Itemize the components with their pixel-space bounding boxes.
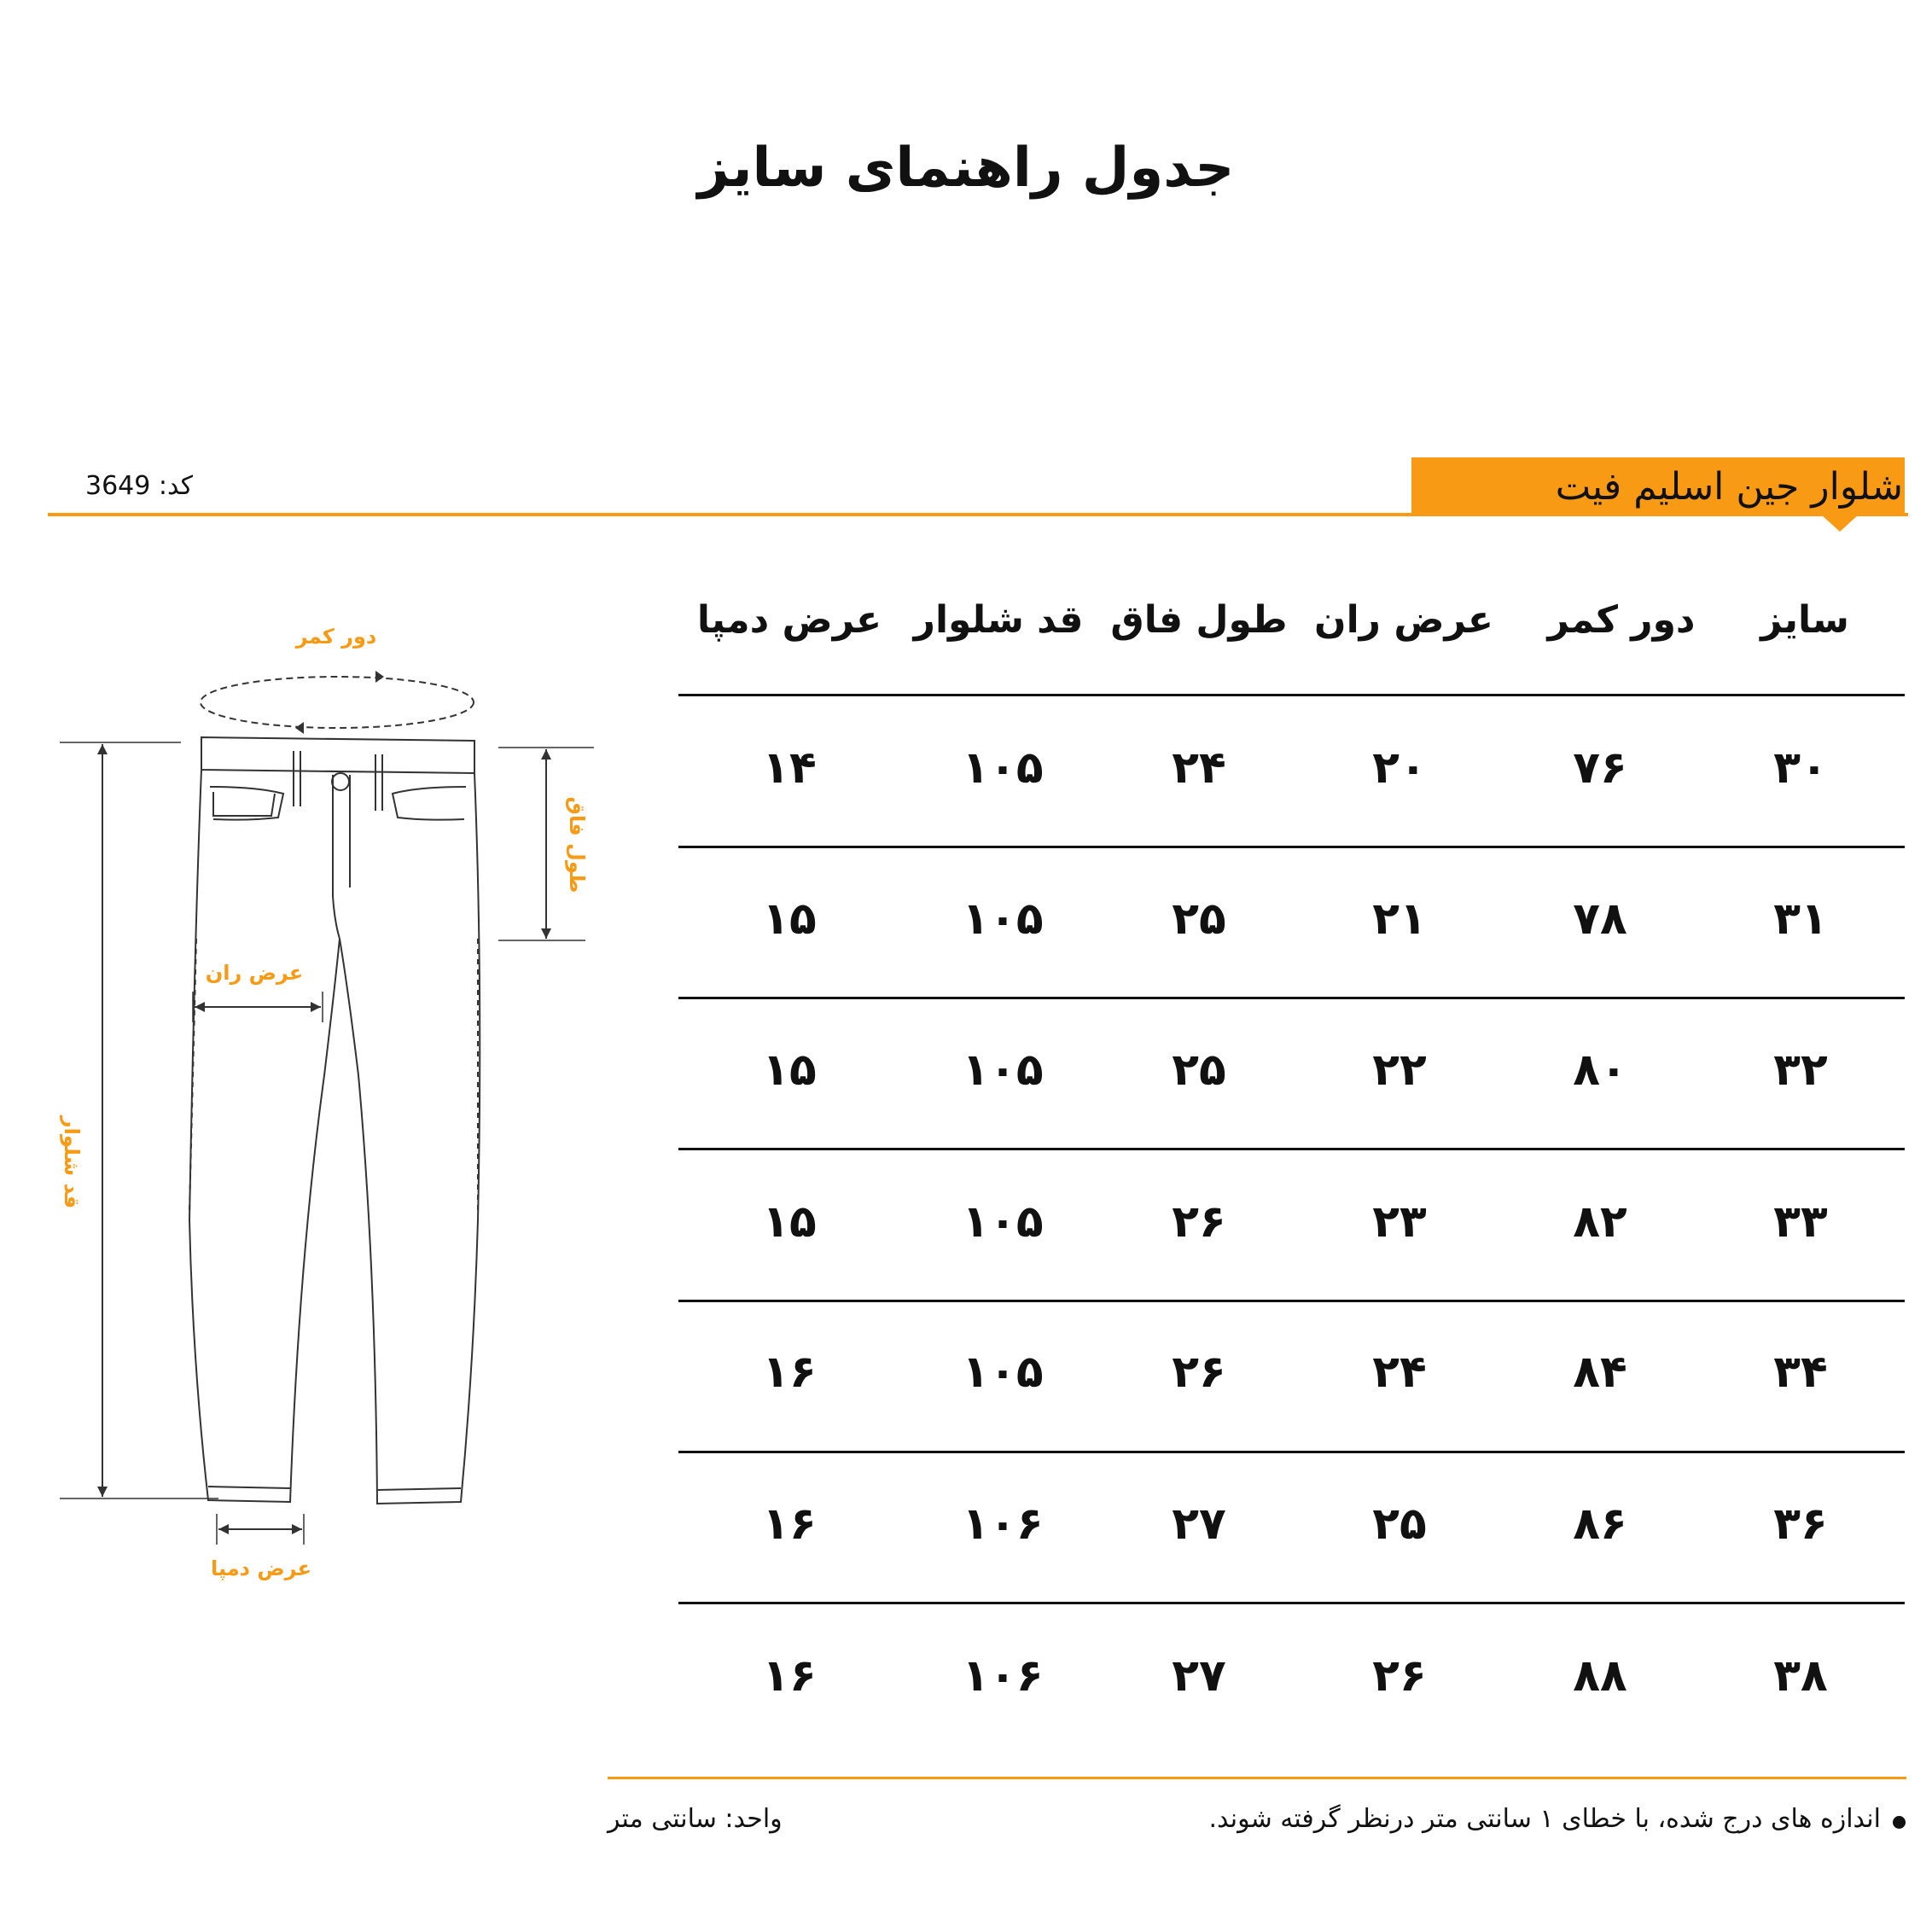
product-code: کد: 3649 (85, 471, 194, 501)
cell-rise: ۲۷ (1172, 1650, 1226, 1702)
cell-thigh: ۲۰ (1372, 742, 1427, 794)
header-size: سایز (1760, 598, 1849, 642)
cell-hem: ۱۶ (762, 1498, 817, 1550)
label-hem: عرض دمپا (211, 1557, 311, 1580)
jeans-outline (189, 737, 480, 1504)
cell-thigh: ۲۵ (1372, 1498, 1427, 1550)
cell-thigh: ۲۱ (1372, 893, 1427, 945)
header-thigh: عرض ران (1314, 598, 1493, 642)
header-hem: عرض دمپا (696, 598, 882, 642)
waist-arrow-icon (295, 722, 304, 734)
cell-hem: ۱۵ (762, 1045, 817, 1096)
cell-waist: ۷۸ (1573, 893, 1627, 945)
cell-rise: ۲۵ (1172, 1045, 1226, 1096)
jeans-measurement-diagram (0, 597, 614, 1604)
header-waist: دور کمر (1547, 598, 1696, 642)
cell-waist: ۸۰ (1573, 1045, 1627, 1096)
cell-waist: ۸۶ (1573, 1498, 1627, 1550)
cell-length: ۱۰۵ (962, 1196, 1044, 1248)
cell-size: ۳۲ (1773, 1045, 1828, 1096)
table-divider (678, 1602, 1905, 1604)
cell-hem: ۱۴ (762, 742, 817, 794)
label-rise: طول فاق (565, 796, 589, 893)
cell-rise: ۲۴ (1172, 742, 1226, 794)
cell-hem: ۱۵ (762, 893, 817, 945)
table-divider (678, 1300, 1905, 1302)
cell-size: ۳۳ (1773, 1196, 1828, 1248)
cell-length: ۱۰۵ (962, 1347, 1044, 1398)
tolerance-note: اندازه های درج شده، با خطای ۱ سانتی متر درنظر گرفته شوند. (1208, 1804, 1881, 1834)
label-thigh: عرض ران (205, 961, 304, 985)
bullet-icon (1893, 1816, 1906, 1829)
cell-size: ۳۸ (1773, 1650, 1828, 1702)
table-divider (678, 694, 1905, 696)
banner-notch (1821, 515, 1859, 532)
table-divider (678, 1451, 1905, 1453)
cell-length: ۱۰۶ (962, 1650, 1044, 1702)
cell-rise: ۲۶ (1172, 1196, 1226, 1248)
cell-waist: ۸۴ (1573, 1347, 1627, 1398)
waist-ellipse (201, 677, 474, 728)
cell-thigh: ۲۲ (1372, 1045, 1427, 1096)
footer-divider (608, 1777, 1906, 1779)
cell-waist: ۸۸ (1573, 1650, 1627, 1702)
cell-size: ۳۰ (1773, 742, 1828, 794)
cell-length: ۱۰۵ (962, 742, 1044, 794)
cell-hem: ۱۵ (762, 1196, 817, 1248)
cell-thigh: ۲۴ (1372, 1347, 1427, 1398)
waist-arrow-icon (375, 671, 384, 683)
cell-rise: ۲۵ (1172, 893, 1226, 945)
table-divider (678, 997, 1905, 999)
label-length: قد شلوار (60, 1115, 84, 1209)
cell-rise: ۲۷ (1172, 1498, 1226, 1550)
cell-hem: ۱۶ (762, 1347, 817, 1398)
label-waist: دور کمر (295, 625, 377, 649)
cell-size: ۳۱ (1773, 893, 1828, 945)
cell-length: ۱۰۵ (962, 1045, 1044, 1096)
cell-size: ۳۴ (1773, 1347, 1828, 1398)
table-divider (678, 1148, 1905, 1150)
header-rise: طول فاق (1110, 598, 1288, 642)
cell-waist: ۸۲ (1573, 1196, 1627, 1248)
cell-length: ۱۰۵ (962, 893, 1044, 945)
product-name: شلوار جین اسلیم فیت (1555, 465, 1903, 509)
cell-waist: ۷۶ (1573, 742, 1627, 794)
cell-size: ۳۶ (1773, 1498, 1828, 1550)
cell-thigh: ۲۶ (1372, 1650, 1427, 1702)
cell-thigh: ۲۳ (1372, 1196, 1427, 1248)
page-title: جدول راهنمای سایز (697, 137, 1235, 200)
header-length: قد شلوار (913, 598, 1084, 642)
cell-rise: ۲۶ (1172, 1347, 1226, 1398)
table-divider (678, 846, 1905, 848)
unit-note: واحد: سانتی متر (608, 1804, 783, 1834)
cell-length: ۱۰۶ (962, 1498, 1044, 1550)
cell-hem: ۱۶ (762, 1650, 817, 1702)
